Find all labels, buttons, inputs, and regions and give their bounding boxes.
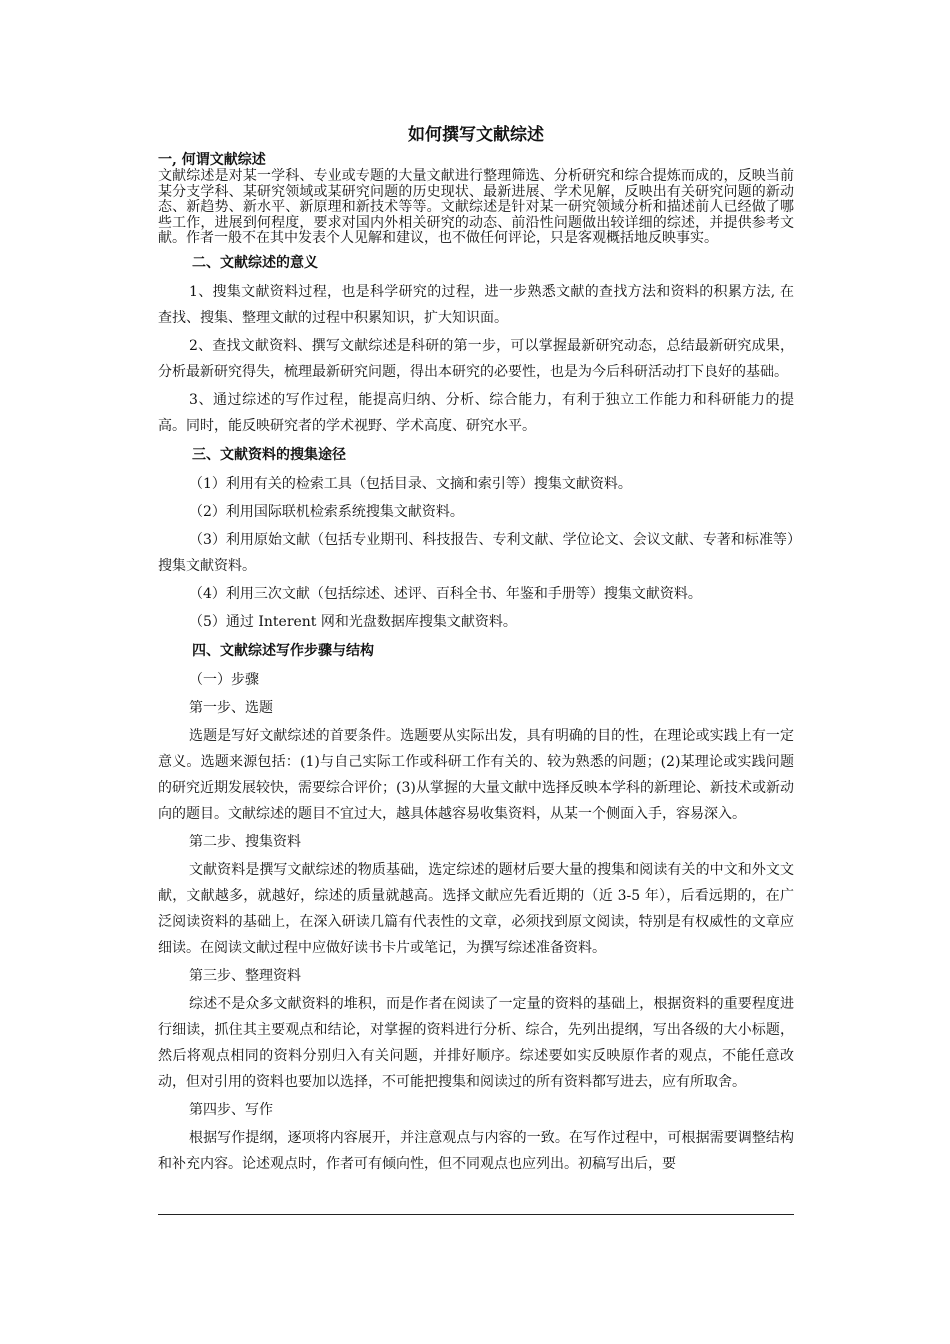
section-1-paragraph: 文献综述是对某一学科、专业或专题的大量文献进行整理筛选、分析研究和综合提炼而成的，反映当前某分支学科、某研究领域或某研究问题的历史现状、最新进展、学术见解，反映出有关研究问题的新动态、新趋势、新水平、新原理和新技术等等。文献综述是针对某一研究领域分析和描述前人已经做了哪些工作，进展到何程度，要求对国内外相关研究的动态、前沿性问题做出较详细的综述，并提供参考文献。作者一般不在其中发表个人见解和建议，也不做任何评论，只是客观概括地反映事实。 [158,168,794,247]
section-4-heading: 四、文献综述写作步骤与结构 [192,642,374,659]
section-3-item: （5）通过 Interent 网和光盘数据库搜集文献资料。 [189,613,517,630]
section-2-paragraph-2: 2、查找文献资料、撰写文献综述是科研的第一步，可以掌握最新研究动态，总结最新研究成果，分析最新研究得失，梳理最新研究问题，得出本研究的必要性，也是为今后科研活动打下良好的基础。 [158,337,794,380]
section-3-item: （4）利用三次文献（包括综述、述评、百科全书、年鉴和手册等）搜集文献资料。 [189,585,702,602]
page-bottom-rule [158,1214,794,1215]
step-3-paragraph: 综述不是众多文献资料的堆积，而是作者在阅读了一定量的资料的基础上，根据资料的重要程度进行细读，抓住其主要观点和结论，对掌握的资料进行分析、综合，先列出提纲，写出各级的大小标题，然后将观点相同的资料分别归入有关问题，并排好顺序。综述要如实反映原作者的观点，不能任意改动，但对引用的资料也要加以选择，不可能把搜集和阅读过的所有资料都写进去，应有所取舍。 [158,995,794,1090]
step-4-paragraph: 根据写作提纲，逐项将内容展开，并注意观点与内容的一致。在写作过程中，可根据需要调整结构和补充内容。论述观点时，作者可有倾向性，但不同观点也应列出。初稿写出后，要 [158,1129,794,1172]
section-4-subheading: （一）步骤 [189,671,259,688]
step-4-title: 第四步、写作 [189,1101,273,1118]
step-2-title: 第二步、搜集资料 [189,833,301,850]
section-1-heading: 一, 何谓文献综述 [158,152,266,168]
section-3-item: （3）利用原始文献（包括专业期刊、科技报告、专利文献、学位论文、会议文献、专著和标准等）搜集文献资料。 [158,531,794,574]
step-3-title: 第三步、整理资料 [189,967,301,984]
document-title: 如何撰写文献综述 [408,125,544,145]
step-1-title: 第一步、选题 [189,699,273,716]
section-2-heading: 二、文献综述的意义 [192,254,318,271]
section-3-item: （2）利用国际联机检索系统搜集文献资料。 [189,503,464,520]
section-2-paragraph-1: 1、搜集文献资料过程，也是科学研究的过程，进一步熟悉文献的查找方法和资料的积累方法, 在查找、搜集、整理文献的过程中积累知识，扩大知识面。 [158,283,794,326]
section-3-item: （1）利用有关的检索工具（包括目录、文摘和索引等）搜集文献资料。 [189,475,632,492]
step-1-paragraph: 选题是写好文献综述的首要条件。选题要从实际出发，具有明确的目的性，在理论或实践上有一定意义。选题来源包括：(1)与自己实际工作或科研工作有关的、较为熟悉的问题；(2)某理论或实践问题的研究近期发展较快，需要综合评价；(3)从掌握的大量文献中选择反映本学科的新理论、新技术或新动向的题目。文献综述的题目不宜过大，越具体越容易收集资料，从某一个侧面入手，容易深入。 [158,727,794,822]
document-body [158,122,794,1179]
step-2-paragraph: 文献资料是撰写文献综述的物质基础，选定综述的题材后要大量的搜集和阅读有关的中文和外文文献，文献越多，就越好，综述的质量就越高。选择文献应先看近期的（近 3-5 年），后看远期的，在广泛阅读资料的基础上，在深入研读几篇有代表性的文章，必须找到原文阅读，特别是有权威性的文章应细读。在阅读文献过程中应做好读书卡片或笔记，为撰写综述准备资料。 [158,861,794,956]
section-2-paragraph-3: 3、通过综述的写作过程，能提高归纳、分析、综合能力，有利于独立工作能力和科研能力的提高。同时，能反映研究者的学术视野、学术高度、研究水平。 [158,391,794,434]
section-3-heading: 三、文献资料的搜集途径 [192,446,346,463]
